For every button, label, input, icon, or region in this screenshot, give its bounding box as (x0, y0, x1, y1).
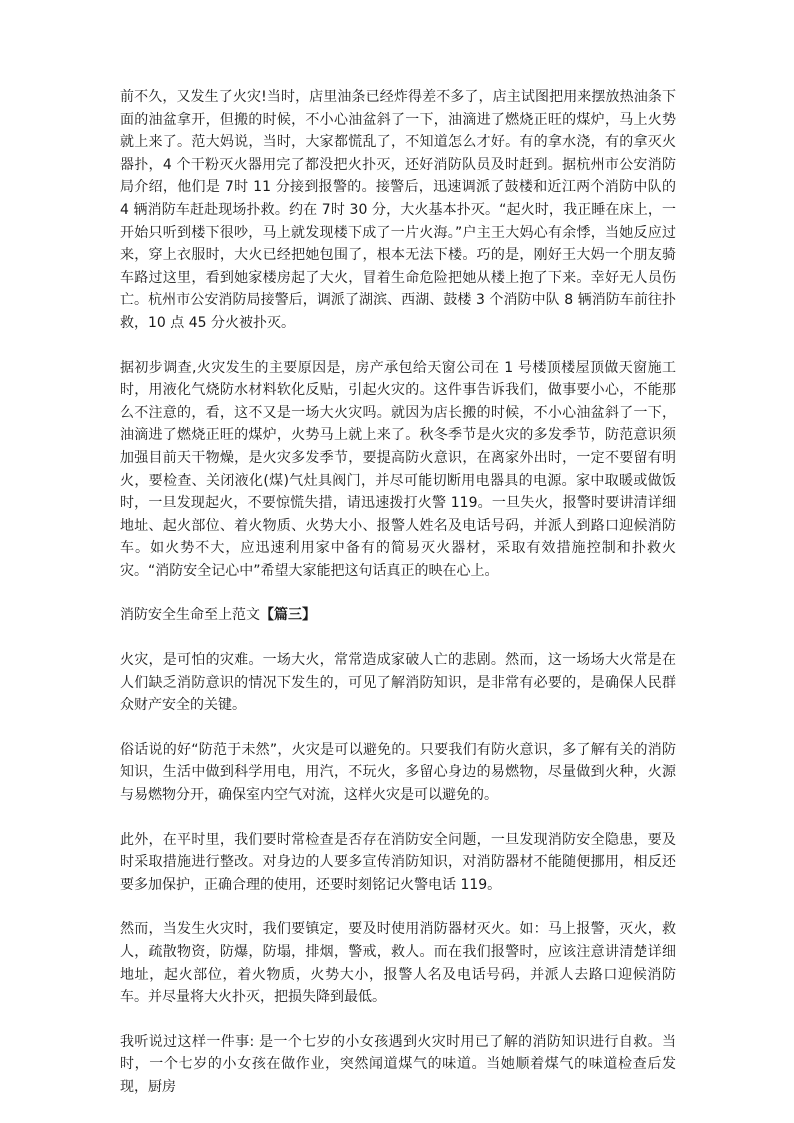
paragraph: 然而，当发生火灾时，我们要镇定，要及时使用消防器材灭火。如：马上报警，灭火，救人，疏散物资，防爆，防塌，排烟，警戒，救人。而在我们报警时，应该注意讲清楚详细地址，起火部位，着火物质，火势大小，报警人名及电话号码，并派人去路口迎候消防车。并尽量将大火扑灭，把损失降到最低。 (120, 921, 676, 1006)
paragraph: 前不久，又发生了火灾!当时，店里油条已经炸得差不多了，店主试图把用来摆放热油条下面的油盆拿开，但搬的时候，不小心油盆斜了一下，油滴进了燃烧正旺的煤炉，马上火势就上来了。范大妈说，当时，大家都慌乱了，不知道怎么才好。有的拿水浇，有的拿灭火器扑，4 个干粉灭火器用完了都没把火扑灭，还好消防队员及时赶到。据杭州市公安消防局介绍，他们是 7时 11 分接到报警的。接警后，迅速调派了鼓楼和近江两个消防中队的 4 辆消防车赶赴现场扑救。约在 7时 30 分，大火基本扑灭。“起火时，我正睡在床上，一开始只听到楼下很吵，马上就发现楼下成了一片火海。”户主王大妈心有余悸，当她反应过来，穿上衣服时，大火已经把她包围了，根本无法下楼。巧的是，刚好王大妈一个朋友骑车路过这里，看到她家楼房起了大火，冒着生命危险把她从楼上抱了下来。幸好无人员伤亡。杭州市公安消防局接警后，调派了湖滨、西湖、鼓楼 3 个消防中队 8 辆消防车前往扑救，10 点 45 分火被扑灭。 (120, 89, 676, 331)
paragraph: 据初步调查,火灾发生的主要原因是，房产承包给天窗公司在 1 号楼顶楼屋顶做天窗施工时，用液化气烧防水材料软化反贴，引起火灾的。这件事告诉我们，做事要小心，不能那么不注意的，看，这不又是一场大火灾吗。就因为店长搬的时候，不小心油盆斜了一下，油滴进了燃烧正旺的煤炉，火势马上就上来了。秋冬季节是火灾的多发季节，防范意识须加强目前天干物燥，是火灾多发季节，要提高防火意识，在离家外出时，一定不要留有明火，要检查、关闭液化(煤)气灶具阀门，并尽可能切断用电器具的电源。家中取暖或做饭时，一旦发现起火，不要惊慌失措，请迅速拨打火警 119。一旦失火，报警时要讲清详细地址、起火部位、着火物质、火势大小、报警人姓名及电话号码，并派人到路口迎候消防车。如火势不大，应迅速利用家中备有的简易灭火器材，采取有效措施控制和扑救火灾。“消防安全记心中”希望大家能把这句话真正的映在心上。 (120, 359, 676, 579)
section-heading-title: 消防安全生命至上范文 (120, 607, 260, 624)
section-heading-tag: 【篇三】 (260, 607, 316, 624)
document-page (120, 86, 676, 1121)
paragraph: 俗话说的好“防范于未然”，火灾是可以避免的。只要我们有防火意识，多了解有关的消防知识，生活中做到科学用电，用汽，不玩火，多留心身边的易燃物，尽量做到火种，火源与易燃物分开，确保室内空气对流，这样火灾是可以避免的。 (120, 741, 676, 804)
paragraph: 我听说过这样一件事: 是一个七岁的小女孩遇到火灾时用已了解的消防知识进行自救。当时，一个七岁的小女孩在做作业，突然闻道煤气的味道。当她顺着煤气的味道检查后发现，厨房 (120, 1033, 676, 1095)
section-heading (120, 604, 676, 627)
paragraph: 火灾，是可怕的灾难。一场大火，常常造成家破人亡的悲剧。然而，这一场场大火常是在人们缺乏消防意识的情况下发生的，可见了解消防知识，是非常有必要的，是确保人民群众财产安全的关键。 (120, 652, 676, 714)
paragraph: 此外，在平时里，我们要时常检查是否存在消防安全问题，一旦发现消防安全隐患，要及时采取措施进行整改。对身边的人要多宣传消防知识，对消防器材不能随便挪用，相反还要多加保护，正确合理的使用，还要时刻铭记火警电话 119。 (120, 831, 676, 893)
